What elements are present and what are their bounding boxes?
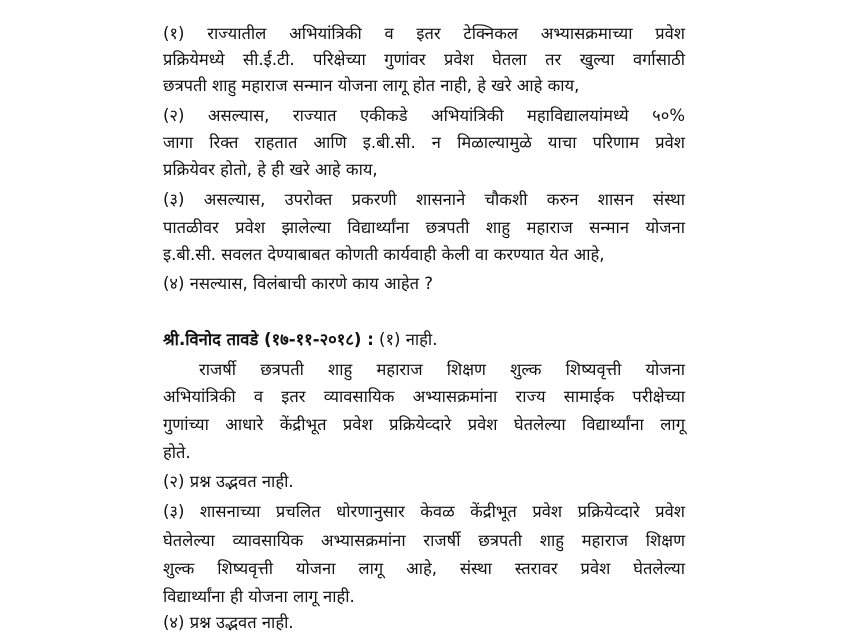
question-1-line-1: (१) राज्यातील अभियांत्रिकी व इतर टेक्निकल अभ्यासक्रमाच्या प्रवेश — [163, 24, 685, 43]
question-3-line-1: (३) असल्यास, उपरोक्त प्रकरणी शासनाने चौकशी करुन शासन संस्था — [163, 190, 685, 209]
question-1-line-2: प्रक्रियेमध्ये सी.ई.टी. परिक्षेच्या गुणांवर प्रवेश घेतला तर खुल्या वर्गासाठी — [163, 50, 685, 69]
answer-first-line — [163, 328, 685, 352]
question-1-line-3: छत्रपती शाहु महाराज सन्मान योजना लागू होत नाही, हे खरे आहे काय, — [163, 76, 580, 95]
answer-1-line-1: राजर्षी छत्रपती शाहु महाराज शिक्षण शुल्क शिष्यवृत्ती योजना — [199, 360, 685, 379]
answer-1-text: (१) नाही. — [373, 330, 438, 349]
question-3-line-2: पातळीवर प्रवेश झालेल्या विद्यार्थ्यांना छत्रपती शाहु महाराज सन्मान योजना — [163, 218, 685, 237]
answer-3-line-2: घेतलेल्या व्यावसायिक अभ्यासक्रमांना राजर्षी छत्रपती शाहु महाराज शिक्षण — [163, 531, 685, 550]
question-2-line-2: जागा रिक्त राहतात आणि इ.बी.सी. न मिळाल्यामुळे याचा परिणाम प्रवेश — [163, 133, 685, 152]
question-4-line: (४) नसल्यास, विलंबाची कारणे काय आहेत ? — [163, 274, 434, 293]
answer-3-line-3: शुल्क शिष्यवृत्ती योजना लागू आहे, संस्था स्तरावर प्रवेश घेतलेल्या — [163, 559, 685, 578]
answer-1-line-3: गुणांच्या आधारे केंद्रीभूत प्रवेश प्रक्रियेव्दारे प्रवेश घेतलेल्या विद्यार्थ्यांना लागू — [163, 415, 685, 434]
answer-2-line: (२) प्रश्न उद्भवत नाही. — [163, 472, 294, 491]
question-2-line-3: प्रक्रियेवर होतो, हे ही खरे आहे काय, — [163, 160, 378, 179]
answer-3-line-4: विद्यार्थ्यांना ही योजना लागू नाही. — [163, 587, 355, 606]
answer-3-line-1: (३) शासनाच्या प्रचलित धोरणानुसार केवळ केंद्रीभूत प्रवेश प्रक्रियेव्दारे प्रवेश — [163, 502, 685, 521]
answer-4-line: (४) प्रश्न उद्भवत नाही. — [163, 613, 294, 632]
answer-1-line-4: होते. — [163, 443, 191, 462]
answer-speaker: श्री.विनोद तावडे (१७-११-२०१८) : — [163, 330, 374, 349]
question-3-line-3: इ.बी.सी. सवलत देण्याबाबत कोणती कार्यवाही केली वा करण्यात येत आहे, — [163, 245, 605, 264]
question-2-line-1: (२) असल्यास, राज्यात एकीकडे अभियांत्रिकी महाविद्यालयांमध्ये ५०% — [163, 106, 685, 125]
answer-1-line-2: अभियांत्रिकी व इतर व्यावसायिक अभ्यासक्रमांना राज्य सामाईक परीक्षेच्या — [163, 387, 685, 406]
